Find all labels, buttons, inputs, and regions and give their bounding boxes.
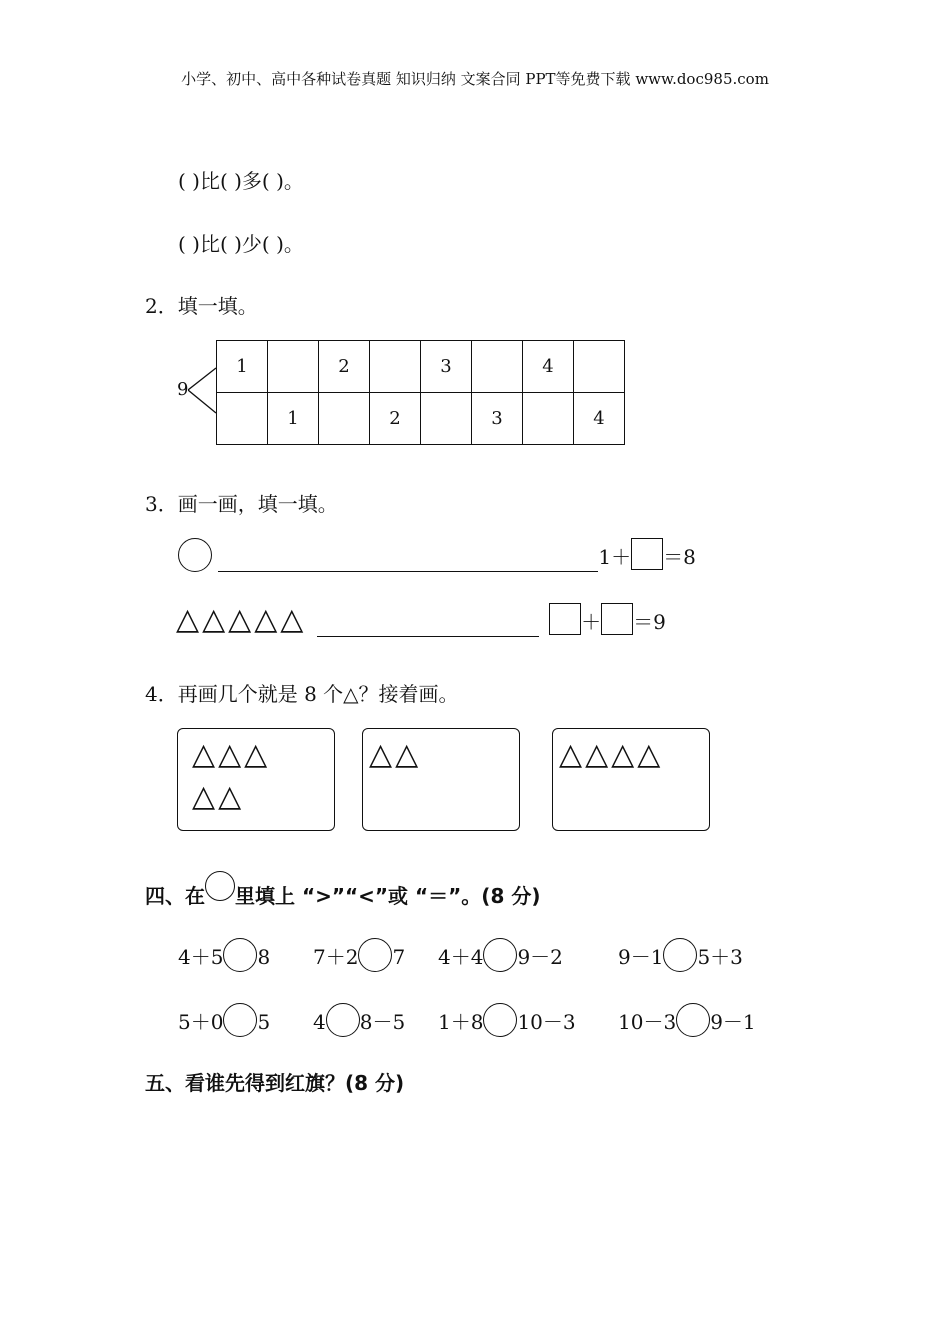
table-cell[interactable] [319, 393, 370, 445]
compare-item [438, 1003, 576, 1037]
expr-right: 8 [257, 945, 271, 969]
draw-box-1[interactable] [177, 728, 335, 831]
table-row [217, 393, 625, 445]
q3-title: 3．画一画，填一填。 [145, 492, 338, 516]
expr-left: 10－3 [618, 1010, 677, 1034]
expr-right: 8－5 [359, 1010, 406, 1034]
q2-title: 2．填一填。 [145, 294, 258, 318]
split-table [216, 340, 625, 445]
compare-circle[interactable] [483, 1003, 517, 1037]
expr-right: 9－1 [710, 1010, 756, 1034]
answer-box[interactable] [549, 603, 581, 635]
expr-right: 7 [392, 945, 406, 969]
draw-line[interactable] [317, 614, 539, 637]
expr-left: 4＋4 [438, 945, 484, 969]
q3-row2 [176, 602, 666, 637]
answer-box[interactable] [601, 603, 633, 635]
table-cell[interactable]: 3 [421, 341, 472, 393]
q4-title: 4．再画几个就是 8 个△？接着画。 [145, 682, 459, 706]
eq2-plus: ＋ [581, 610, 602, 634]
eq1-right: ＝8 [663, 545, 696, 569]
compare-circle[interactable] [358, 938, 392, 972]
compare-item [178, 938, 270, 972]
table-cell[interactable] [217, 393, 268, 445]
table-row [217, 341, 625, 393]
expr-left: 4＋5 [178, 945, 224, 969]
table-cell[interactable]: 1 [217, 341, 268, 393]
compare-circle[interactable] [483, 938, 517, 972]
compare-circle[interactable] [223, 938, 257, 972]
section5-title: 五、看谁先得到红旗？(8 分) [145, 1071, 405, 1095]
triangle-group: △△△△ [559, 737, 664, 772]
table-cell[interactable]: 3 [472, 393, 523, 445]
table-cell[interactable] [574, 341, 625, 393]
triangle-group: △△ [192, 779, 245, 814]
expr-right: 5 [257, 1010, 271, 1034]
expr-left: 1＋8 [438, 1010, 484, 1034]
split-lines [188, 366, 218, 416]
circle-shape [205, 871, 235, 901]
expr-right: 9－2 [517, 945, 563, 969]
table-cell[interactable]: 4 [523, 341, 574, 393]
table-cell[interactable]: 1 [268, 393, 319, 445]
draw-box-3[interactable] [552, 728, 710, 831]
q2-total: 9 [177, 379, 189, 400]
compare-item [178, 1003, 270, 1037]
expr-left: 5＋0 [178, 1010, 224, 1034]
table-cell[interactable]: 2 [370, 393, 421, 445]
triangle-group: △△△ [192, 737, 271, 772]
table-cell[interactable]: 4 [574, 393, 625, 445]
q1-line-more: ( )比( )多( )。 [178, 169, 304, 193]
compare-circle[interactable] [676, 1003, 710, 1037]
compare-item [618, 938, 743, 972]
section4-title [145, 871, 540, 909]
triangle-group: △△△△△ [176, 602, 307, 637]
compare-item [438, 938, 563, 972]
compare-item [618, 1003, 756, 1037]
eq1-left: 1＋ [598, 545, 632, 569]
expr-left: 9－1 [618, 945, 664, 969]
expr-right: 5＋3 [697, 945, 743, 969]
answer-box[interactable] [631, 538, 663, 570]
compare-circle[interactable] [223, 1003, 257, 1037]
table-cell[interactable] [268, 341, 319, 393]
compare-item [313, 1003, 405, 1037]
compare-circle[interactable] [663, 938, 697, 972]
section4-suffix: 里填上 “>”“<”或 “＝”。(8 分) [235, 884, 541, 908]
table-cell[interactable] [472, 341, 523, 393]
q3-row1 [178, 538, 696, 572]
draw-line[interactable] [218, 549, 598, 572]
expr-left: 4 [313, 1010, 326, 1034]
table-cell[interactable] [523, 393, 574, 445]
triangle-group: △△ [369, 737, 422, 772]
compare-item [313, 938, 405, 972]
table-cell[interactable] [370, 341, 421, 393]
eq2-right: ＝9 [633, 610, 666, 634]
table-cell[interactable] [421, 393, 472, 445]
expr-left: 7＋2 [313, 945, 359, 969]
compare-circle[interactable] [326, 1003, 360, 1037]
draw-box-2[interactable] [362, 728, 520, 831]
expr-right: 10－3 [517, 1010, 576, 1034]
table-cell[interactable]: 2 [319, 341, 370, 393]
q1-line-less: ( )比( )少( )。 [178, 232, 304, 256]
circle-shape [178, 538, 212, 572]
section4-prefix: 四、在 [145, 884, 205, 908]
page-header: 小学、初中、高中各种试卷真题 知识归纳 文案合同 PPT等免费下载 www.doc985.com [181, 70, 769, 88]
